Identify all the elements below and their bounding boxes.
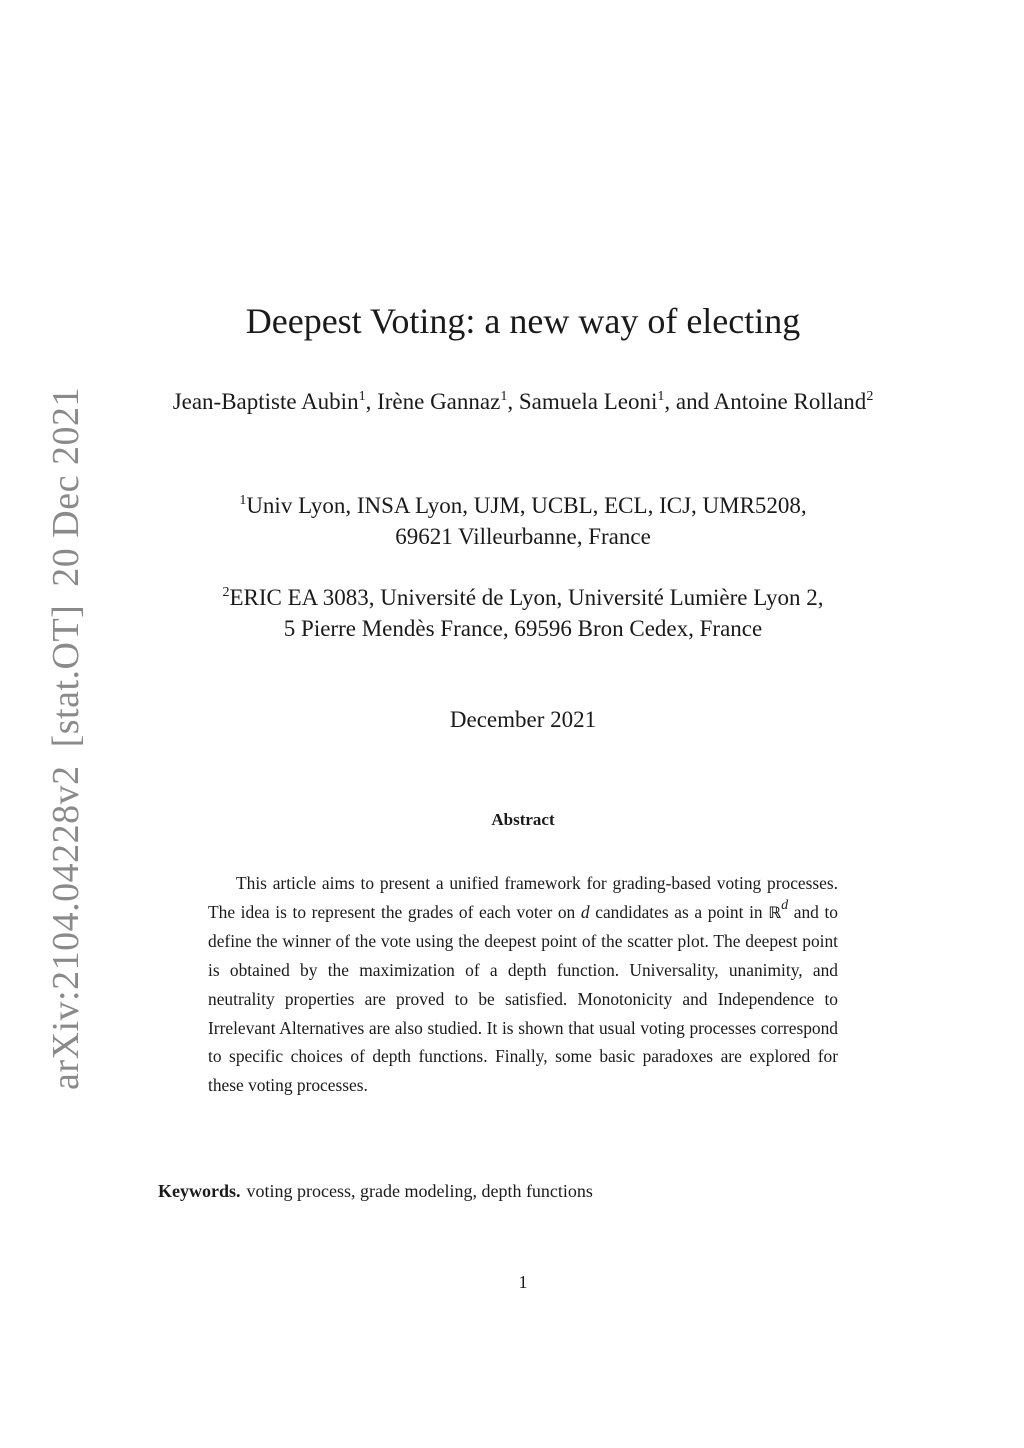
author-name: Irène Gannaz — [377, 389, 501, 414]
author-separator: , — [507, 389, 519, 414]
affiliation-2 — [120, 582, 926, 644]
keywords-label: Keywords. — [158, 1181, 241, 1201]
author-separator: , and — [664, 389, 714, 414]
arxiv-id: arXiv:2104.04228v2 — [45, 765, 87, 1090]
arxiv-date: 20 Dec 2021 — [45, 387, 87, 587]
paper-date: December 2021 — [449, 707, 597, 732]
abstract-text-part: candidates as a point in — [589, 901, 769, 922]
affiliation-mark: 2 — [222, 585, 230, 600]
author-affil-mark: 1 — [657, 389, 665, 404]
paper-title: Deepest Voting: a new way of electing — [245, 301, 801, 341]
author-separator: , — [365, 389, 378, 414]
author-name: Antoine Rolland — [713, 389, 867, 414]
affiliation-line: Univ Lyon, INSA Lyon, UJM, UCBL, ECL, ICJ, UMR5208, — [246, 493, 807, 518]
affiliation-line: 69621 Villeurbanne, France — [395, 524, 651, 549]
abstract-text — [208, 869, 838, 1100]
real-numbers-symbol: ℝ — [768, 902, 782, 922]
affiliation-1 — [120, 490, 926, 552]
author-affil-mark: 1 — [500, 389, 508, 404]
affiliation-mark: 1 — [239, 493, 247, 508]
math-superscript-d: d — [781, 897, 789, 913]
arxiv-identifier-stamp — [44, 387, 88, 1090]
author-name: Jean-Baptiste Aubin — [172, 389, 359, 414]
author-name: Samuela Leoni — [518, 389, 658, 414]
affiliation-line: 5 Pierre Mendès France, 69596 Bron Cedex, France — [283, 616, 763, 641]
author-affil-mark: 1 — [358, 389, 366, 404]
abstract-text-part: This article aims to present a unified framework for grading-based voting processes. The idea is to represent the grades of each voter on — [208, 873, 838, 922]
author-list — [140, 386, 906, 417]
page-number: 1 — [518, 1272, 528, 1292]
math-variable-d: d — [580, 901, 590, 922]
keywords-list: voting process, grade modeling, depth functions — [246, 1181, 593, 1201]
keywords-line — [158, 1178, 918, 1204]
arxiv-category: [stat.OT] — [45, 604, 87, 748]
abstract-text-part: and to define the winner of the vote using the deepest point of the scatter plot. The deepest point is obtained by the maximization of a depth function. Universality, unanimity, and neutrality properties are proved to be satisfied. Monotonicity and Independence to Irrelevant Alternatives are also studied. It is shown that usual voting processes correspond to specific choices of depth functions. Finally, some basic paradoxes are explored for these voting processes. — [208, 901, 838, 1095]
abstract-heading: Abstract — [491, 810, 555, 829]
author-affil-mark: 2 — [866, 389, 874, 404]
affiliation-line: ERIC EA 3083, Université de Lyon, Université Lumière Lyon 2, — [229, 585, 824, 610]
